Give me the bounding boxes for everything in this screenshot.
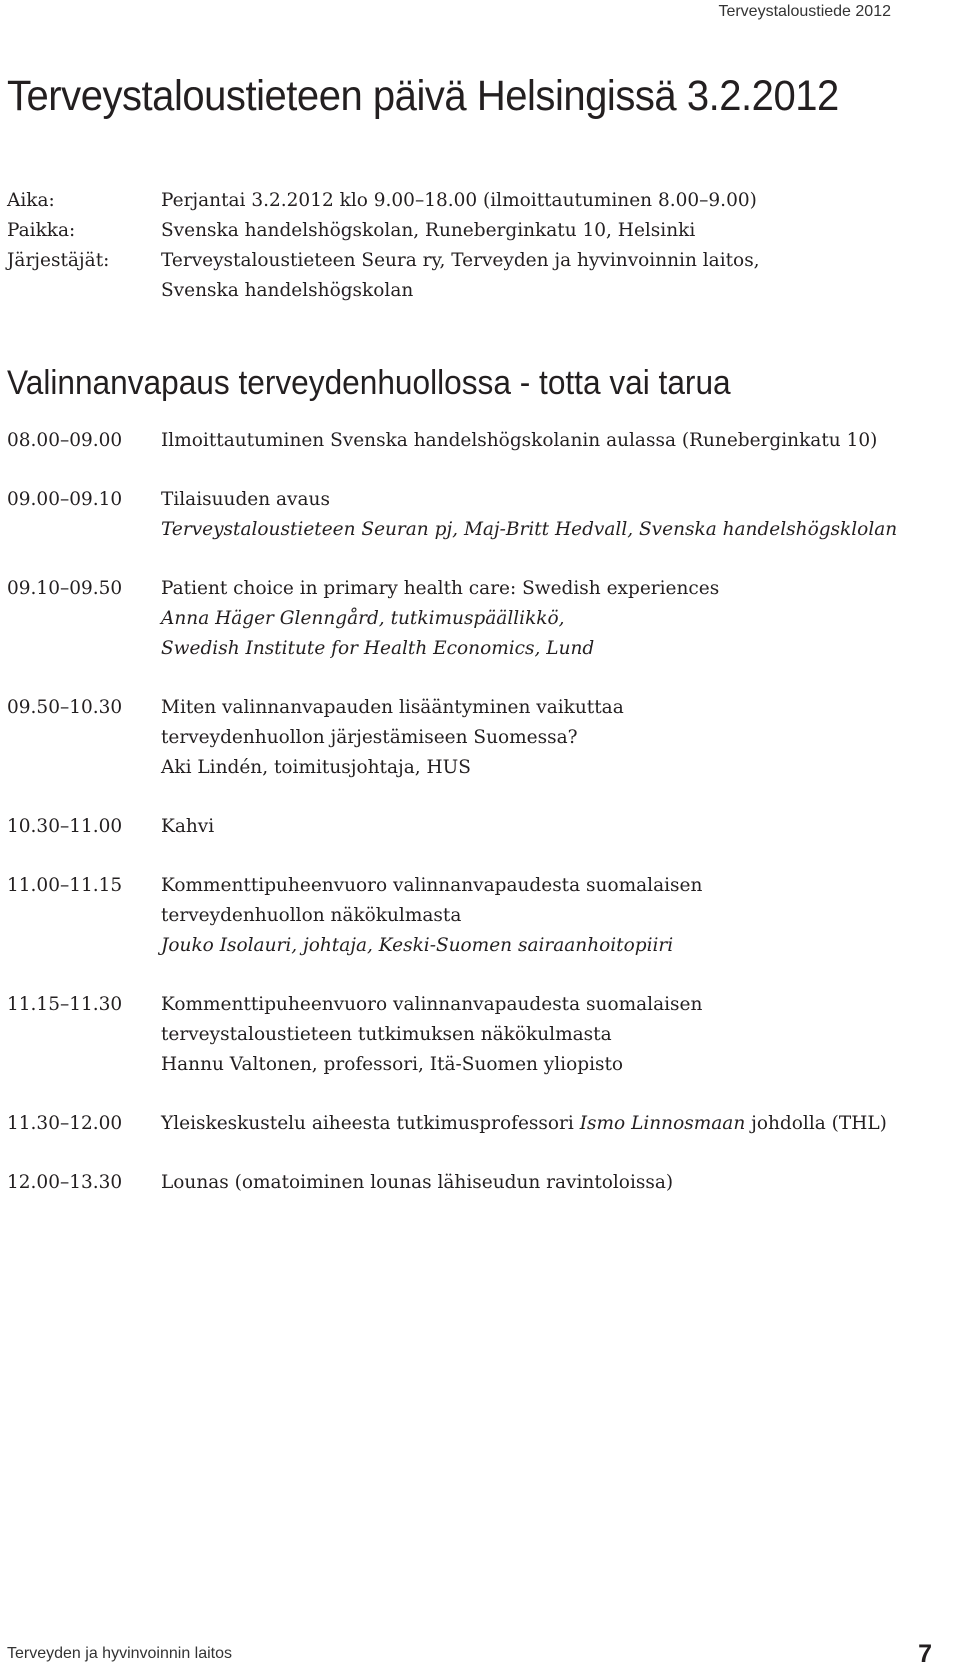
schedule-title: Kommenttipuheenvuoro valinnanvapaudesta suomalaisen — [161, 875, 703, 896]
schedule-title-cont: terveystaloustieteen tutkimuksen näkökulmasta — [161, 1024, 612, 1045]
moderator-name: Ismo Linnosmaan — [579, 1113, 746, 1134]
schedule-item — [7, 990, 930, 1080]
info-row-aika — [7, 186, 930, 216]
schedule-title — [161, 1109, 930, 1139]
schedule-item — [7, 485, 930, 545]
schedule-item — [7, 1109, 930, 1139]
schedule-title: Kommenttipuheenvuoro valinnanvapaudesta suomalaisen — [161, 994, 703, 1015]
schedule-time: 11.15–11.30 — [7, 994, 123, 1015]
schedule-title-text-end: johdolla (THL) — [745, 1113, 887, 1134]
page-title: Terveystaloustieteen päivä Helsingissä 3.2.2012 — [7, 72, 839, 120]
schedule-title-cont: terveydenhuollon järjestämiseen Suomessa? — [161, 727, 578, 748]
schedule-time: 11.30–12.00 — [7, 1113, 123, 1134]
schedule-title: Patient choice in primary health care: Swedish experiences — [161, 578, 720, 599]
section-title: Valinnanvapaus terveydenhuollossa - totta vai tarua — [7, 364, 731, 402]
paikka-value: Svenska handelshögskolan, Runeberginkatu 10, Helsinki — [161, 220, 696, 241]
jarjestajat-value-line2: Svenska handelshögskolan — [161, 280, 414, 301]
schedule-speaker: Aki Lindén, toimitusjohtaja, HUS — [161, 757, 471, 778]
running-header: Terveystaloustiede 2012 — [718, 3, 891, 20]
paikka-label: Paikka: — [7, 220, 76, 241]
schedule-speaker: Anna Häger Glenngård, tutkimuspäällikkö, — [161, 608, 565, 629]
schedule — [7, 426, 930, 1227]
schedule-time: 12.00–13.30 — [7, 1172, 123, 1193]
aika-label: Aika: — [7, 190, 55, 211]
schedule-time: 08.00–09.00 — [7, 430, 123, 451]
schedule-speaker: Terveystaloustieteen Seuran pj, Maj-Britt Hedvall, Svenska handelshögsklolan — [161, 519, 898, 540]
schedule-time: 09.10–09.50 — [7, 578, 123, 599]
schedule-title-text: Yleiskeskustelu aiheesta tutkimusprofessori — [161, 1113, 580, 1134]
info-row-paikka — [7, 216, 930, 246]
info-row-jarjestajat — [7, 246, 930, 306]
schedule-title-cont: terveydenhuollon näkökulmasta — [161, 905, 462, 926]
schedule-time: 10.30–11.00 — [7, 816, 123, 837]
schedule-speaker: Jouko Isolauri, johtaja, Keski-Suomen sairaanhoitopiiri — [161, 935, 674, 956]
schedule-time: 09.00–09.10 — [7, 489, 123, 510]
schedule-title: Kahvi — [161, 816, 215, 837]
schedule-title: Lounas (omatoiminen lounas lähiseudun ravintoloissa) — [161, 1172, 674, 1193]
schedule-title: Tilaisuuden avaus — [161, 489, 330, 510]
schedule-time: 11.00–11.15 — [7, 875, 123, 896]
page-number: 7 — [918, 1640, 932, 1668]
schedule-item — [7, 574, 930, 664]
schedule-speaker-affiliation: Swedish Institute for Health Economics, Lund — [161, 638, 595, 659]
schedule-item — [7, 426, 930, 456]
schedule-item — [7, 693, 930, 783]
jarjestajat-label: Järjestäjät: — [7, 250, 110, 271]
event-info — [7, 186, 930, 306]
jarjestajat-value-line1: Terveystaloustieteen Seura ry, Terveyden ja hyvinvoinnin laitos, — [161, 250, 760, 271]
schedule-speaker: Hannu Valtonen, professori, Itä-Suomen yliopisto — [161, 1054, 624, 1075]
schedule-title: Miten valinnanvapauden lisääntyminen vaikuttaa — [161, 697, 624, 718]
schedule-item — [7, 812, 930, 842]
aika-value: Perjantai 3.2.2012 klo 9.00–18.00 (ilmoittautuminen 8.00–9.00) — [161, 190, 757, 211]
schedule-time: 09.50–10.30 — [7, 697, 123, 718]
schedule-title: Ilmoittautuminen Svenska handelshögskolanin aulassa (Runeberginkatu 10) — [161, 430, 878, 451]
schedule-item — [7, 1168, 930, 1198]
schedule-item — [7, 871, 930, 961]
footer-publisher: Terveyden ja hyvinvoinnin laitos — [7, 1645, 233, 1662]
